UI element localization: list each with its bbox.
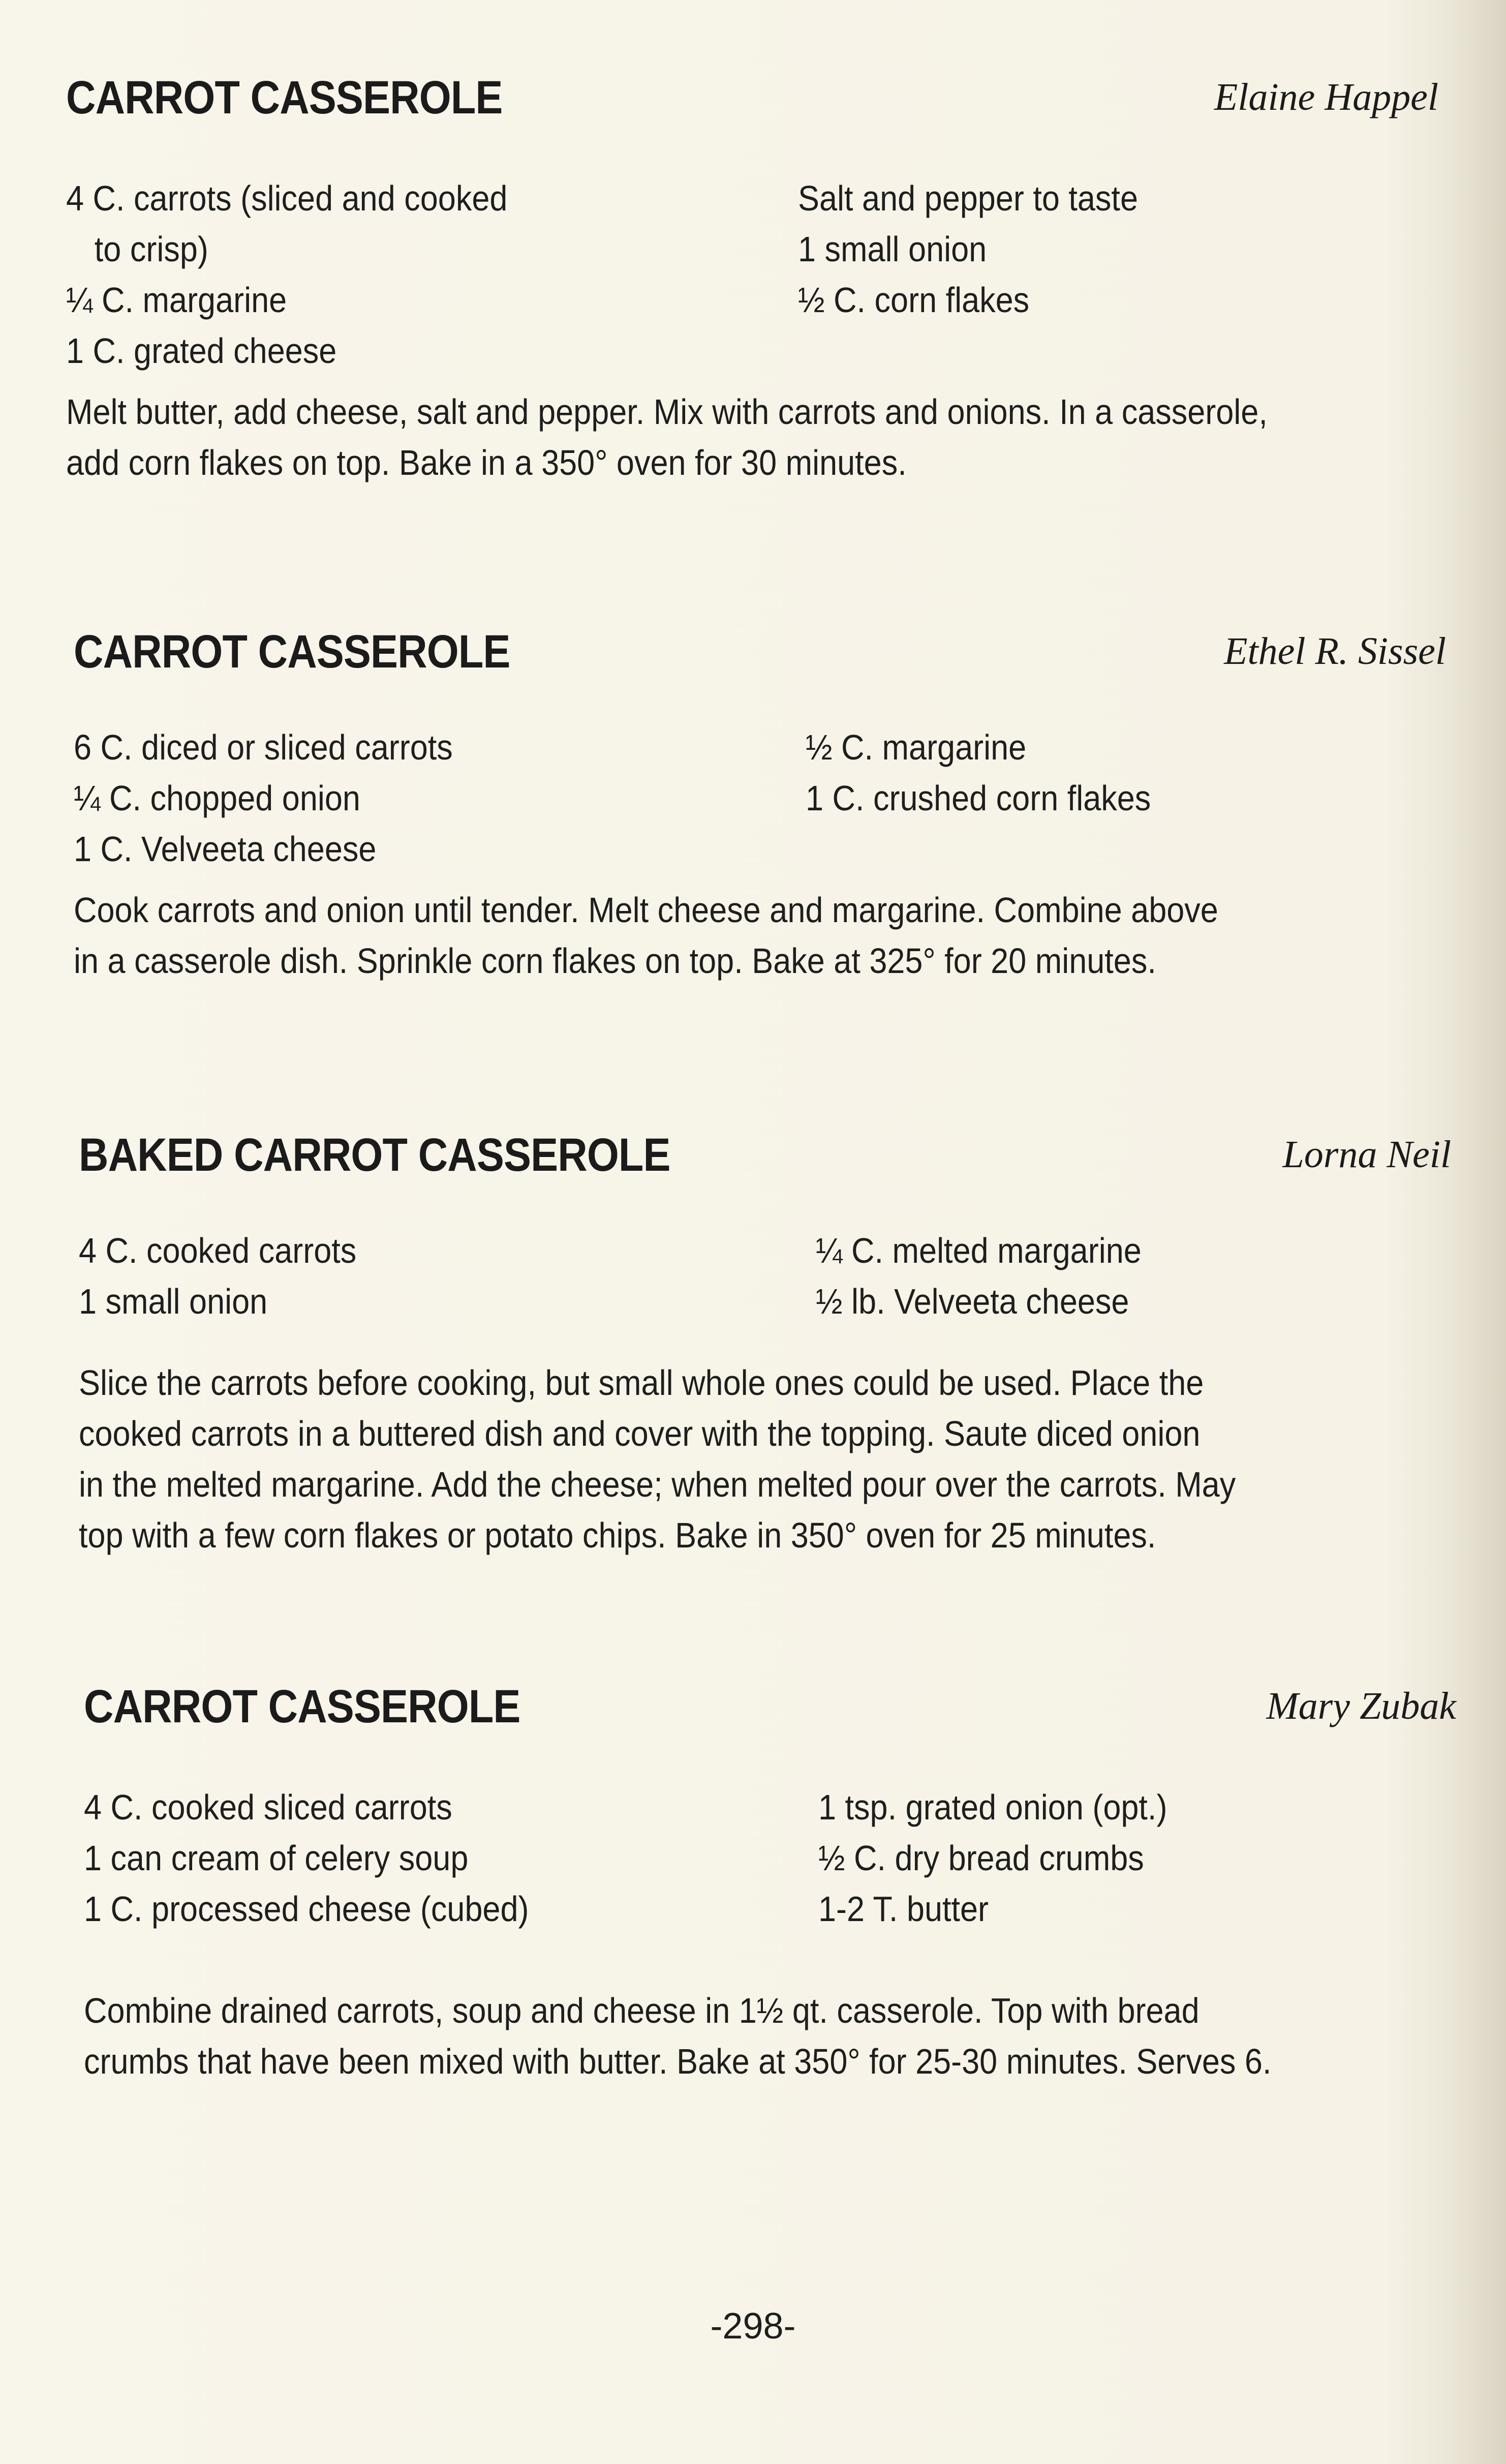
- ingredient-column-left: [84, 1782, 795, 1934]
- recipe-method: [84, 1985, 1456, 2087]
- recipe-author: Mary Zubak: [1266, 1685, 1456, 1727]
- method-line: Combine drained carrots, soup and cheese in 1½ qt. casserole. Top with bread: [84, 1991, 1200, 2030]
- ingredient-item: 1 can cream of celery soup: [84, 1838, 469, 1878]
- ingredient-item: ¼ C. chopped onion: [74, 778, 360, 818]
- recipe-method: [74, 885, 1446, 986]
- ingredient-item: 1 small onion: [798, 229, 987, 269]
- method-line: add corn flakes on top. Bake in a 350° oven for 30 minutes.: [66, 443, 907, 482]
- recipe-method: [79, 1357, 1451, 1561]
- recipe-card: [66, 71, 1438, 488]
- recipe-card: [79, 1129, 1451, 1561]
- recipe-title: CARROT CASSEROLE: [74, 626, 510, 678]
- ingredient-item: 1 tsp. grated onion (opt.): [818, 1787, 1167, 1827]
- ingredient-item: ½ C. margarine: [806, 727, 1027, 767]
- method-line: crumbs that have been mixed with butter. Bake at 350° for 25-30 minutes. Serves 6.: [84, 2042, 1272, 2081]
- ingredient-item: ½ lb. Velveeta cheese: [816, 1282, 1129, 1321]
- ingredient-list: [79, 1225, 1451, 1357]
- recipe-title: BAKED CARROT CASSEROLE: [79, 1129, 670, 1181]
- recipe-header: [84, 1680, 1456, 1741]
- recipe-card: [84, 1680, 1456, 2087]
- ingredient-list: [84, 1782, 1456, 1985]
- method-line: in the melted margarine. Add the cheese; when melted pour over the carrots. May: [79, 1465, 1236, 1504]
- ingredient-item: ½ C. dry bread crumbs: [818, 1838, 1144, 1878]
- ingredient-column-right: [816, 1225, 1477, 1327]
- ingredient-column-left: [79, 1225, 790, 1327]
- ingredient-item: ½ C. corn flakes: [798, 280, 1030, 320]
- recipe-method: [66, 386, 1438, 488]
- ingredient-item: 4 C. carrots (sliced and cooked: [66, 178, 508, 218]
- ingredient-item: 1 C. crushed corn flakes: [806, 778, 1151, 818]
- ingredient-item: 1 small onion: [79, 1282, 268, 1321]
- ingredient-item: 1 C. grated cheese: [66, 331, 337, 371]
- method-line: top with a few corn flakes or potato chips. Bake in 350° oven for 25 minutes.: [79, 1515, 1156, 1555]
- ingredient-column-left: [74, 722, 785, 874]
- recipe-author: Elaine Happel: [1214, 76, 1438, 118]
- ingredient-list: [74, 722, 1446, 885]
- recipe-header: [66, 71, 1438, 132]
- recipe-author: Lorna Neil: [1282, 1133, 1451, 1176]
- ingredient-item: 1-2 T. butter: [818, 1889, 989, 1929]
- recipe-header: [79, 1129, 1451, 1190]
- ingredient-item: ¼ C. margarine: [66, 280, 287, 320]
- ingredient-list: [66, 173, 1438, 386]
- ingredient-item: 1 C. processed cheese (cubed): [84, 1889, 529, 1929]
- ingredient-item: 6 C. diced or sliced carrots: [74, 727, 453, 767]
- method-line: cooked carrots in a buttered dish and cover with the topping. Saute diced onion: [79, 1414, 1201, 1453]
- ingredient-column-right: [806, 722, 1466, 824]
- ingredient-column-right: [818, 1782, 1479, 1934]
- method-line: Slice the carrots before cooking, but small whole ones could be used. Place the: [79, 1363, 1204, 1403]
- recipe-title: CARROT CASSEROLE: [66, 72, 503, 124]
- ingredient-item: to crisp): [94, 229, 208, 269]
- method-line: in a casserole dish. Sprinkle corn flakes on top. Bake at 325° for 20 minutes.: [74, 941, 1156, 981]
- method-line: Cook carrots and onion until tender. Melt cheese and margarine. Combine above: [74, 890, 1218, 930]
- recipe-card: [74, 625, 1446, 986]
- ingredient-column-right: [798, 173, 1459, 325]
- ingredient-item: 4 C. cooked sliced carrots: [84, 1787, 452, 1827]
- ingredient-item: Salt and pepper to taste: [798, 178, 1138, 218]
- recipe-header: [74, 625, 1446, 686]
- recipe-author: Ethel R. Sissel: [1224, 630, 1446, 673]
- method-line: Melt butter, add cheese, salt and pepper. Mix with carrots and onions. In a casserole,: [66, 392, 1268, 432]
- page-number: -298-: [710, 2306, 796, 2347]
- ingredient-item: 4 C. cooked carrots: [79, 1231, 357, 1270]
- ingredient-column-left: [66, 173, 778, 376]
- recipe-title: CARROT CASSEROLE: [84, 1681, 520, 1732]
- ingredient-item: ¼ C. melted margarine: [816, 1231, 1142, 1270]
- ingredient-item: 1 C. Velveeta cheese: [74, 829, 377, 869]
